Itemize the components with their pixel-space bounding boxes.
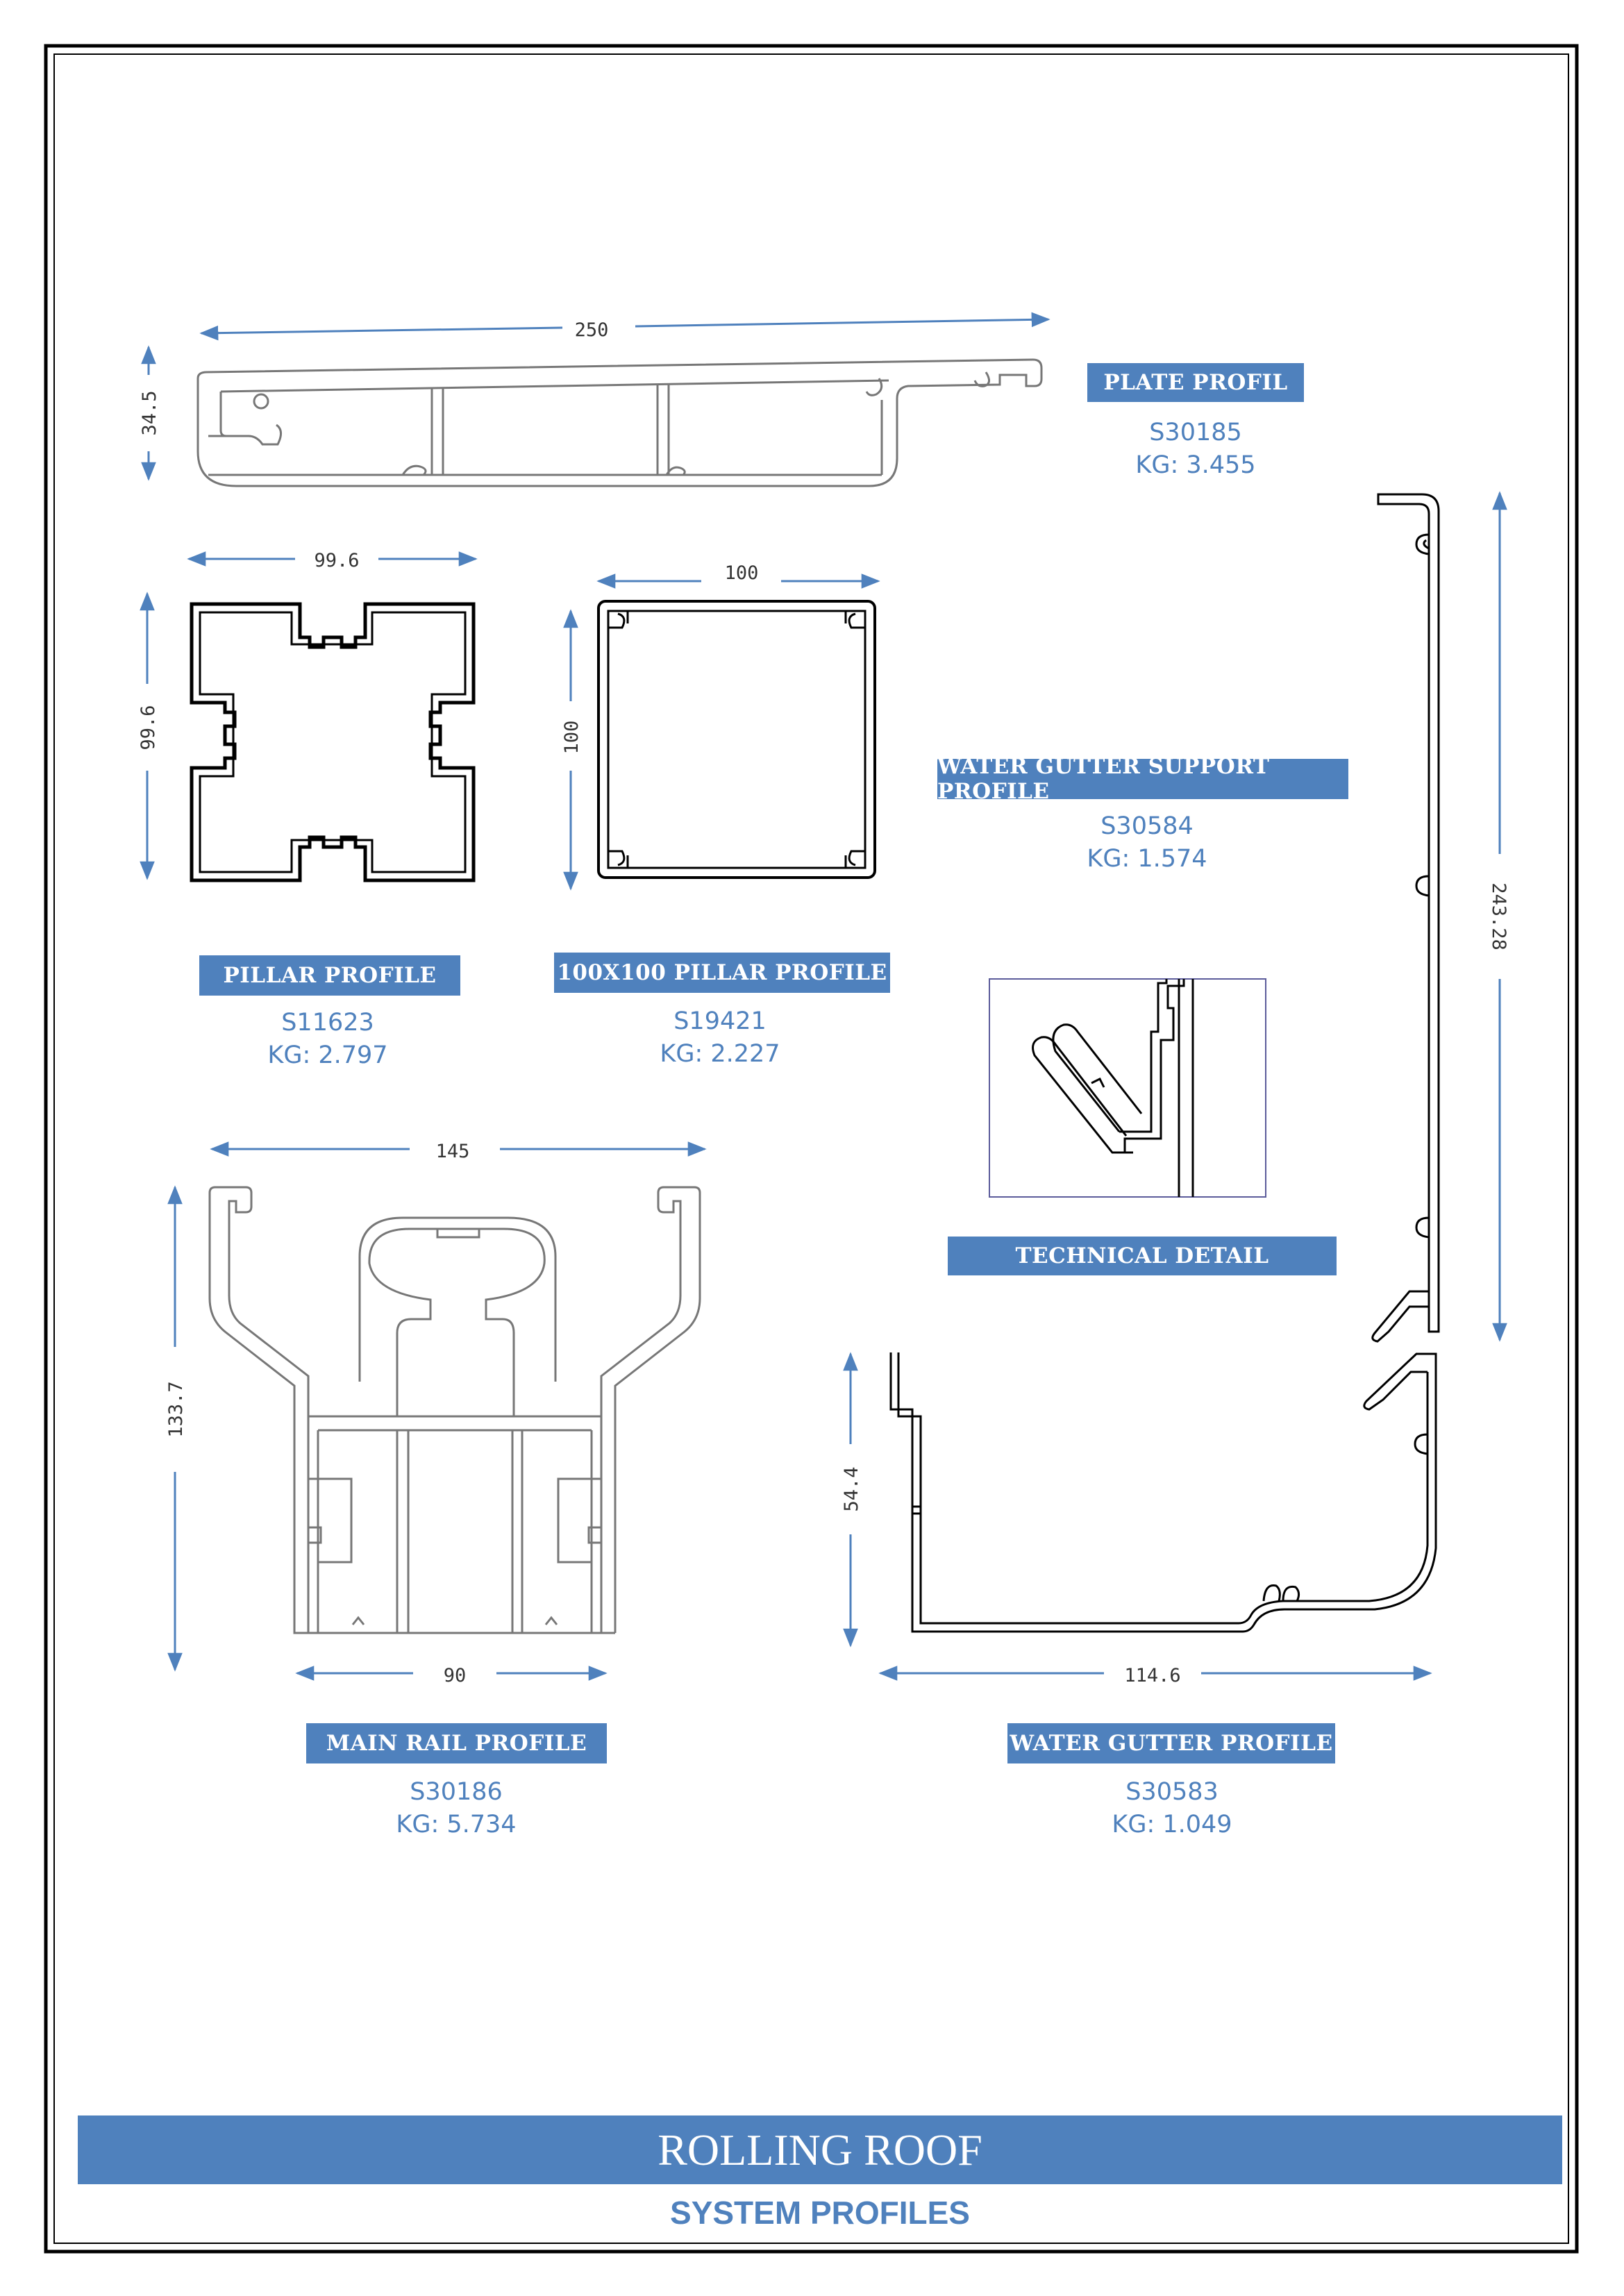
page-title: ROLLING ROOF bbox=[78, 2115, 1562, 2184]
main-rail-drawing bbox=[210, 1187, 700, 1633]
gutter-support-label: WATER GUTTER SUPPORT PROFILE bbox=[937, 759, 1348, 799]
pillar-width-dim-value: 99.6 bbox=[314, 550, 360, 571]
page-subtitle: SYSTEM PROFILES bbox=[670, 2195, 970, 2231]
pillar100-profile-drawing bbox=[598, 601, 875, 878]
gutter-drawing bbox=[891, 1352, 1436, 1632]
water-gutter-profile-code bbox=[1046, 1776, 1298, 1841]
water-gutter-profile-code-number: S30583 bbox=[1125, 1778, 1219, 1806]
plate-width-dim-value: 250 bbox=[574, 319, 609, 341]
plate-profile-label: PLATE PROFIL bbox=[1087, 363, 1304, 402]
water-gutter-profile-weight: KG: 1.049 bbox=[1112, 1811, 1232, 1838]
pillar-profile-code-number: S11623 bbox=[281, 1009, 374, 1037]
water-gutter-profile-label: WATER GUTTER PROFILE bbox=[1007, 1723, 1335, 1763]
pillar100-width-dim-value: 100 bbox=[724, 562, 759, 584]
main-rail-base-dim-value: 90 bbox=[443, 1665, 467, 1686]
gutter-height-dim-value: 54.4 bbox=[841, 1466, 862, 1512]
gutter-support-code bbox=[1021, 810, 1273, 875]
pillar-height-dim-value: 99.6 bbox=[137, 705, 159, 751]
main-rail-height-dim-value: 133.7 bbox=[165, 1381, 187, 1438]
technical-detail-label: TECHNICAL DETAIL bbox=[948, 1237, 1337, 1275]
main-rail-profile-weight: KG: 5.734 bbox=[396, 1811, 517, 1838]
main-rail-profile-label: MAIN RAIL PROFILE bbox=[306, 1723, 607, 1763]
pillar100-profile-code bbox=[594, 1005, 846, 1071]
gutter-support-weight: KG: 1.574 bbox=[1087, 845, 1207, 873]
pillar100-profile-code-number: S19421 bbox=[673, 1007, 767, 1035]
plate-width-dim-left bbox=[201, 328, 562, 333]
pillar-profile-code bbox=[201, 1007, 454, 1072]
gutter-support-height-dim-value: 243.28 bbox=[1488, 882, 1509, 950]
main-rail-profile-code-number: S30186 bbox=[410, 1778, 503, 1806]
plate-profile-weight: KG: 3.455 bbox=[1135, 451, 1256, 479]
gutter-support-code-number: S30584 bbox=[1100, 812, 1194, 840]
plate-height-dim-value: 34.5 bbox=[139, 390, 160, 436]
pillar-profile-drawing bbox=[192, 604, 474, 880]
main-rail-profile-code bbox=[330, 1776, 583, 1841]
gutter-support-drawing bbox=[1364, 494, 1439, 1454]
pillar100-height-dim-value: 100 bbox=[561, 720, 583, 755]
pillar-profile-weight: KG: 2.797 bbox=[267, 1041, 388, 1069]
plate-profile-code bbox=[1069, 417, 1322, 482]
main-rail-width-dim-value: 145 bbox=[435, 1141, 470, 1162]
technical-detail-drawing bbox=[1033, 979, 1193, 1197]
gutter-width-dim-value: 114.6 bbox=[1124, 1665, 1181, 1686]
pillar-profile-label: PILLAR PROFILE bbox=[199, 955, 460, 996]
technical-detail-frame bbox=[989, 979, 1266, 1197]
pillar100-profile-label: 100X100 PILLAR PROFILE bbox=[554, 953, 890, 993]
plate-width-dim-right bbox=[635, 319, 1048, 326]
pillar100-profile-weight: KG: 2.227 bbox=[660, 1040, 780, 1068]
plate-profile-code-number: S30185 bbox=[1149, 419, 1242, 446]
plate-profile-drawing bbox=[198, 360, 1041, 486]
